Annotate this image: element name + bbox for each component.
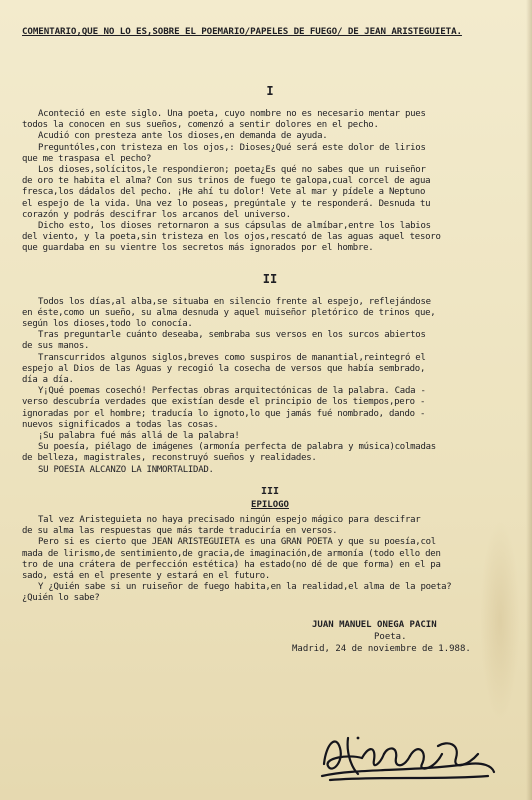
paragraph-line: que me traspasa el pecho? (22, 153, 152, 164)
paragraph-line: fresca,los dádalos del pecho. ¡He ahí tu dolor! Vete al mar y pídele a Neptuno (22, 187, 426, 198)
paragraph-line: sado, está en el presente y estará en el futuro. (22, 570, 271, 581)
paragraph-line: Transcurridos algunos siglos,breves como suspiros de manantial,reintegró el (38, 352, 426, 363)
author-role: Poeta. (374, 631, 407, 642)
signature-block (22, 619, 518, 655)
paragraph-line: Acudió con presteza ante los dioses,en demanda de ayuda. (38, 131, 328, 142)
paragraph-line: en éste,como un sueño, su alma desnuda y aquel muiseñor pletórico de trinos que, (22, 307, 436, 318)
paragraph-line: que guardaba en su vientre los secretos más ignorados por el hombre. (22, 243, 374, 254)
paragraph-line: de sus manos. (22, 341, 90, 352)
paragraph-line: mada de lirismo,de sentimiento,de gracia,de imaginación,de armonía (todo ello den (22, 548, 441, 559)
paragraph-line: de oro te habita el alma? Con sus trinos de fuego te galopa,cual corcel de agua (22, 176, 431, 187)
paragraph-line: Y¡Qué poemas cosechó! Perfectas obras arquitectónicas de la palabra. Cada - (38, 386, 426, 397)
paragraph-line: el espejo de la vida. Una vez lo poseas, pregúntale y te responderá. Desnuda tu (22, 198, 431, 209)
section-2-body (22, 297, 518, 476)
paragraph-line: espejo al Dios de las Aguas y recogió la cosecha de versos que había sembrado, (22, 363, 426, 374)
paragraph-line: Aconteció en este siglo. Una poeta, cuyo nombre no es necesario mentar pues (38, 109, 426, 119)
paragraph-line: Dicho esto, los dioses retornaron a sus cápsulas de almíbar,entre los labios (38, 221, 431, 232)
section-1-number: I (266, 84, 274, 98)
paragraph-line: según los dioses,todo lo conocía. (22, 319, 193, 330)
paragraph-line: tro de una crátera de perfección estética) ha estado(no dé de que forma) en el pa (22, 559, 441, 570)
paragraph-line: todos la conocen en sus sueños, comenzó a sentir dolores en el pecho. (22, 120, 379, 131)
paragraph-line: de su alma las respuestas que más tarde traduciría en versos. (22, 526, 338, 537)
paragraph-line: Los dioses,solícitos,le respondieron; poeta¿Es qué no sabes que un ruiseñor (38, 165, 426, 176)
paragraph-line: Y ¿Quién sabe si un ruiseñor de fuego habita,en la realidad,el alma de la poeta? (38, 582, 452, 593)
paragraph-line: día a día. (22, 375, 74, 386)
paragraph-line: Su poesía, piélago de imágenes (armonía perfecta de palabra y música)colmadas (38, 442, 436, 453)
handwritten-signature (318, 724, 498, 784)
paragraph-line: Pero si es cierto que JEAN ARISTEGUIETA es una GRAN POETA y que su poesía,col (38, 537, 436, 548)
paragraph-line: de belleza, magistrales, reconstruyó sueños y realidades. (22, 453, 317, 464)
paragraph-line: corazón y podrás descifrar los arcanos del universo. (22, 209, 291, 220)
epilogue-heading: EPILOGO (251, 499, 289, 510)
paragraph-line: Preguntóles,con tristeza en los ojos,: Dioses¿Qué será este dolor de lirios (38, 142, 426, 153)
paragraph-line: Tal vez Aristeguieta no haya precisado ningún espejo mágico para descifrar (38, 514, 421, 525)
signature-date: Madrid, 24 de noviembre de 1.988. (292, 643, 471, 654)
section-3-number: III (260, 485, 280, 497)
paragraph-line: nuevos significados a todas las cosas. (22, 419, 219, 430)
section-3-body (22, 515, 518, 605)
section-1-body (22, 109, 518, 255)
paragraph-line: SU POESIA ALCANZO LA INMORTALIDAD. (38, 464, 214, 475)
paragraph-line: verso descubría verdades que existían desde el principio de los tiempos,pero - (22, 397, 426, 408)
paragraph-line: ¿Quién lo sabe? (22, 593, 100, 604)
author-name: JUAN MANUEL ONEGA PACIN (312, 619, 437, 630)
paragraph-line: Tras preguntarle cuánto deseaba, sembraba sus versos en los surcos abiertos (38, 330, 426, 341)
paragraph-line: ignoradas por el hombre; traducía lo ignoto,lo que jamás fué nombrado, dando - (22, 408, 426, 419)
section-2-number: II (262, 271, 278, 286)
paragraph-line: ¡Su palabra fué más allá de la palabra! (38, 431, 240, 442)
document-title: COMENTARIO,QUE NO LO ES,SOBRE EL POEMARIO/PAPELES DE FUEGO/ DE JEAN ARISTEGUIETA. (22, 26, 462, 37)
paragraph-line: del viento, y la poeta,sin tristeza en los ojos,rescató de las aguas aquel tesoro (22, 232, 441, 243)
paragraph-line: Todos los días,al alba,se situaba en silencio frente al espejo, reflejándose (38, 296, 431, 307)
